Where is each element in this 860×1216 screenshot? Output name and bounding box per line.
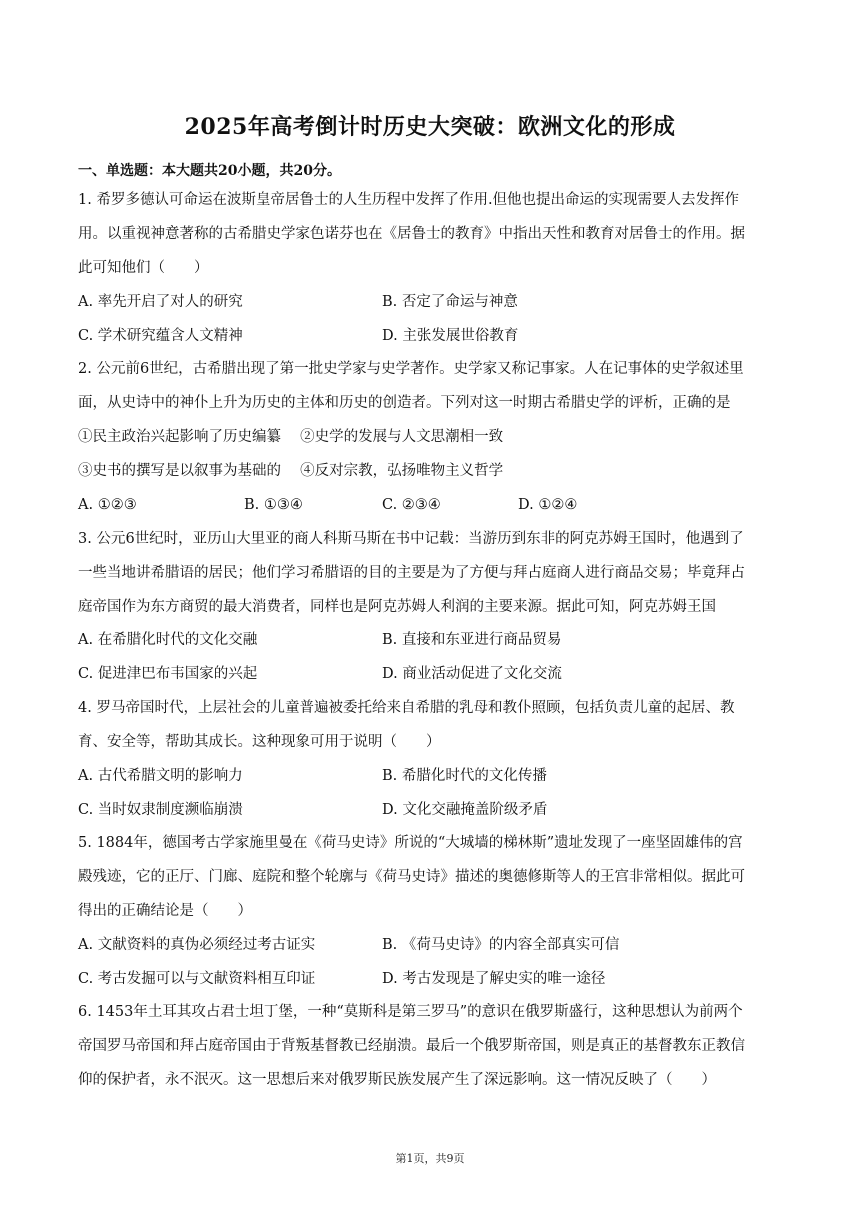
- question-1-option-c: C. 学术研究蕴含人文精神: [78, 328, 243, 344]
- question-6-line-1: 6. 1453年土耳其攻占君士坦丁堡，一种“莫斯科是第三罗马”的意识在俄罗斯盛行，这种思想认为前两个: [78, 1004, 743, 1020]
- question-1-option-b: B. 否定了命运与神意: [382, 294, 518, 310]
- question-4-line-1: 4. 罗马帝国时代，上层社会的儿童普遍被委托给来自希腊的乳母和教仆照顾，包括负责儿童的起居、教: [78, 700, 735, 716]
- question-4-option-c: C. 当时奴隶制度濒临崩溃: [78, 802, 243, 818]
- question-1-line-2: 用。以重视神意著称的古希腊史学家色诺芬也在《居鲁士的教育》中指出天性和教育对居鲁士的作用。据: [78, 226, 745, 242]
- question-5-option-c: C. 考古发掘可以与文献资料相互印证: [78, 971, 316, 987]
- question-5-option-a: A. 文献资料的真伪必须经过考古证实: [78, 937, 316, 953]
- question-6-line-3: 仰的保护者，永不泯灭。这一思想后来对俄罗斯民族发展产生了深远影响。这一情况反映了（ ）: [78, 1072, 716, 1088]
- question-4-option-d: D. 文化交融掩盖阶级矛盾: [382, 802, 548, 818]
- question-2-option-a: A. ①②③: [78, 497, 137, 513]
- question-4-line-2: 育、安全等，帮助其成长。这种现象可用于说明（ ）: [78, 734, 441, 750]
- question-1-option-a: A. 率先开启了对人的研究: [78, 294, 243, 310]
- page-title: 2025年高考倒计时历史大突破：欧洲文化的形成: [184, 114, 676, 140]
- question-5-line-3: 得出的正确结论是（ ）: [78, 903, 252, 919]
- question-5-option-d: D. 考古发现是了解史实的唯一途径: [382, 971, 606, 987]
- question-2-option-c: C. ②③④: [382, 497, 441, 513]
- question-2-option-d: D. ①②④: [518, 497, 578, 513]
- section-heading: 一、单选题：本大题共20小题，共20分。: [78, 163, 341, 179]
- question-3-line-1: 3. 公元6世纪时，亚历山大里亚的商人科斯马斯在书中记载：当游历到东非的阿克苏姆王国时，他遇到了: [78, 531, 744, 547]
- question-6-line-2: 帝国罗马帝国和拜占庭帝国由于背叛基督教已经崩溃。最后一个俄罗斯帝国，则是真正的基督教东正教信: [78, 1038, 745, 1054]
- question-3-option-a: A. 在希腊化时代的文化交融: [78, 632, 258, 648]
- question-1-option-d: D. 主张发展世俗教育: [382, 328, 519, 344]
- question-3-line-2: 一些当地讲希腊语的居民；他们学习希腊语的目的主要是为了方便与拜占庭商人进行商品交易；毕竟拜占: [78, 565, 745, 581]
- question-2-line-2: 面，从史诗中的神仆上升为历史的主体和历史的创造者。下列对这一时期古希腊史学的评析，正确的是: [78, 395, 731, 411]
- question-2-line-1: 2. 公元前6世纪，古希腊出现了第一批史学家与史学著作。史学家又称记事家。人在记事体的史学叙述里: [78, 361, 744, 377]
- question-3-option-b: B. 直接和东亚进行商品贸易: [382, 632, 562, 648]
- question-5-line-1: 5. 1884年，德国考古学家施里曼在《荷马史诗》所说的“大城墙的梯林斯”遗址发现了一座坚固雄伟的宫: [78, 835, 743, 851]
- question-4-option-b: B. 希腊化时代的文化传播: [382, 768, 547, 784]
- question-5-line-2: 殿残迹，它的正厅、门廊、庭院和整个轮廓与《荷马史诗》描述的奥德修斯等人的王宫非常相似。据此可: [78, 869, 745, 885]
- question-3-option-c: C. 促进津巴布韦国家的兴起: [78, 666, 258, 682]
- question-1-line-1: 1. 希罗多德认可命运在波斯皇帝居鲁士的人生历程中发挥了作用.但他也提出命运的实现需要人去发挥作: [78, 192, 740, 208]
- question-4-option-a: A. 古代希腊文明的影响力: [78, 768, 243, 784]
- question-5-option-b: B. 《荷马史诗》的内容全部真实可信: [382, 937, 620, 953]
- page-footer: 第1页，共9页: [395, 1152, 465, 1165]
- question-1-line-3: 此可知他们（ ）: [78, 260, 209, 276]
- question-3-line-3: 庭帝国作为东方商贸的最大消费者，同样也是阿克苏姆人利润的主要来源。据此可知，阿克苏姆王国: [78, 599, 716, 615]
- question-3-option-d: D. 商业活动促进了文化交流: [382, 666, 562, 682]
- question-2-line-4: ③史书的撰写是以叙事为基础的 ④反对宗教，弘扬唯物主义哲学: [78, 463, 504, 479]
- question-2-option-b: B. ①③④: [244, 497, 303, 513]
- question-2-line-3: ①民主政治兴起影响了历史编纂 ②史学的发展与人文思潮相一致: [78, 429, 504, 445]
